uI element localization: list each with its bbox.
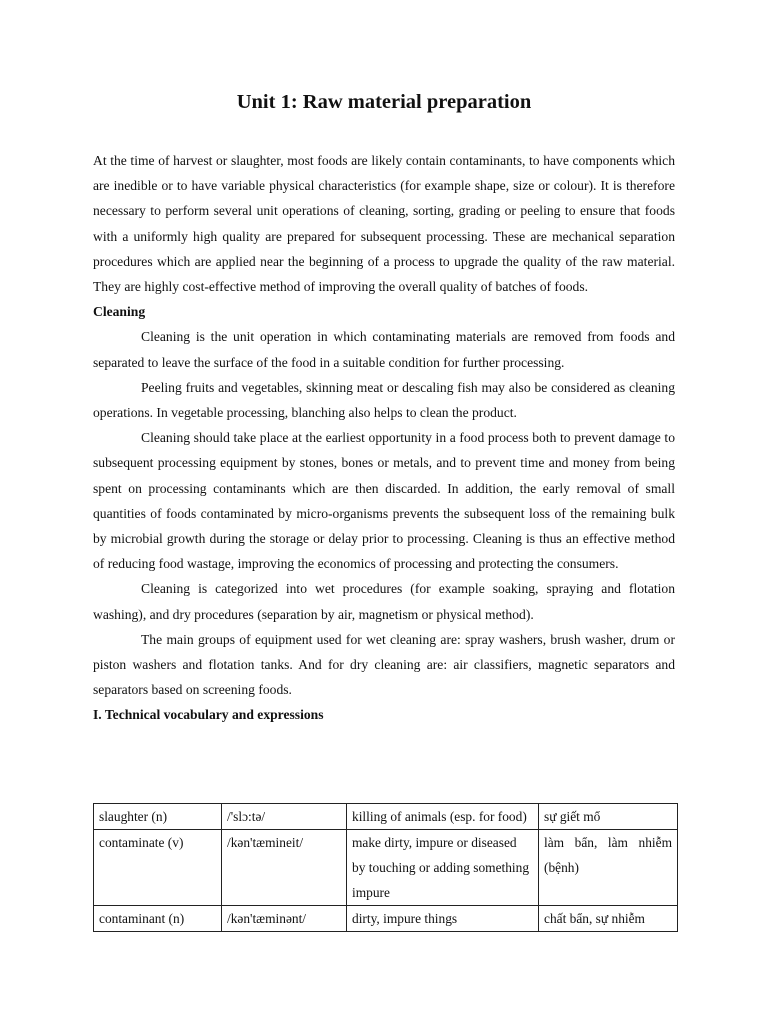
- vocab-definition: killing of animals (esp. for food): [347, 804, 539, 830]
- cleaning-paragraph: Peeling fruits and vegetables, skinning meat or descaling fish may also be considered as cleaning operations. In vegetable processing, blanching also helps to clean the product.: [93, 379, 675, 421]
- section-heading-cleaning: Cleaning: [93, 304, 146, 320]
- table-row: [94, 830, 678, 906]
- intro-paragraph: At the time of harvest or slaughter, most foods are likely contain contaminants, to have components which are inedible or to have variable physical characteristics (for example shape, size or colour). It is therefore necessary to perform several unit operations of cleaning, sorting, grading or peeling to ensure that foods with a uniformly high quality are prepared for subsequent processing. These are mechanical separation procedures which are applied near the beginning of a process to upgrade the quality of the raw material. They are highly cost-effective method of improving the overall quality of batches of foods.: [93, 153, 675, 295]
- vocab-pronunciation: /'slɔ:tə/: [222, 804, 347, 830]
- page-title: Unit 1: Raw material preparation: [236, 91, 532, 113]
- vocab-translation: sự giết mổ: [539, 804, 678, 830]
- vocab-definition: make dirty, impure or diseased by touching or adding something impure: [347, 830, 539, 906]
- cleaning-paragraph: Cleaning is categorized into wet procedures (for example soaking, spraying and flotation washing), and dry procedures (separation by air, magnetism or physical method).: [93, 581, 675, 622]
- vocab-definition: dirty, impure things: [347, 906, 539, 932]
- vocab-translation: chất bẩn, sự nhiễm: [539, 906, 678, 932]
- cleaning-paragraph: The main groups of equipment used for wet cleaning are: spray washers, brush washer, drum or piston washers and flotation tanks. And for dry cleaning are: air classifiers, magnetic separators and separators based on screening foods.: [93, 631, 675, 698]
- body-text: [93, 148, 675, 728]
- table-row: [94, 906, 678, 932]
- vocab-pronunciation: /kən'tæminənt/: [222, 906, 347, 932]
- vocab-pronunciation: /kən'tæmineit/: [222, 830, 347, 906]
- cleaning-paragraph: Cleaning is the unit operation in which contaminating materials are removed from foods and separated to leave the surface of the food in a suitable condition for further processing.: [93, 329, 675, 370]
- vocab-term: slaughter (n): [94, 804, 222, 830]
- vocab-translation: làm bẩn, làm nhiễm (bệnh): [539, 830, 678, 906]
- table-row: [94, 804, 678, 830]
- section-heading-vocabulary: I. Technical vocabulary and expressions: [93, 707, 324, 723]
- vocab-term: contaminant (n): [94, 906, 222, 932]
- vocab-term: contaminate (v): [94, 830, 222, 906]
- cleaning-paragraph: Cleaning should take place at the earliest opportunity in a food process both to prevent damage to subsequent processing equipment by stones, bones or metals, and to prevent time and money from being spent on processing contaminants which are then discarded. In addition, the early removal of small quantities of foods contaminated by micro-organisms prevents the subsequent loss of the remaining bulk by microbial growth during the storage or delay prior to processing. Cleaning is thus an effective method of reducing food wastage, improving the economics of processing and protecting the consumers.: [93, 430, 675, 572]
- vocabulary-table: [93, 803, 678, 932]
